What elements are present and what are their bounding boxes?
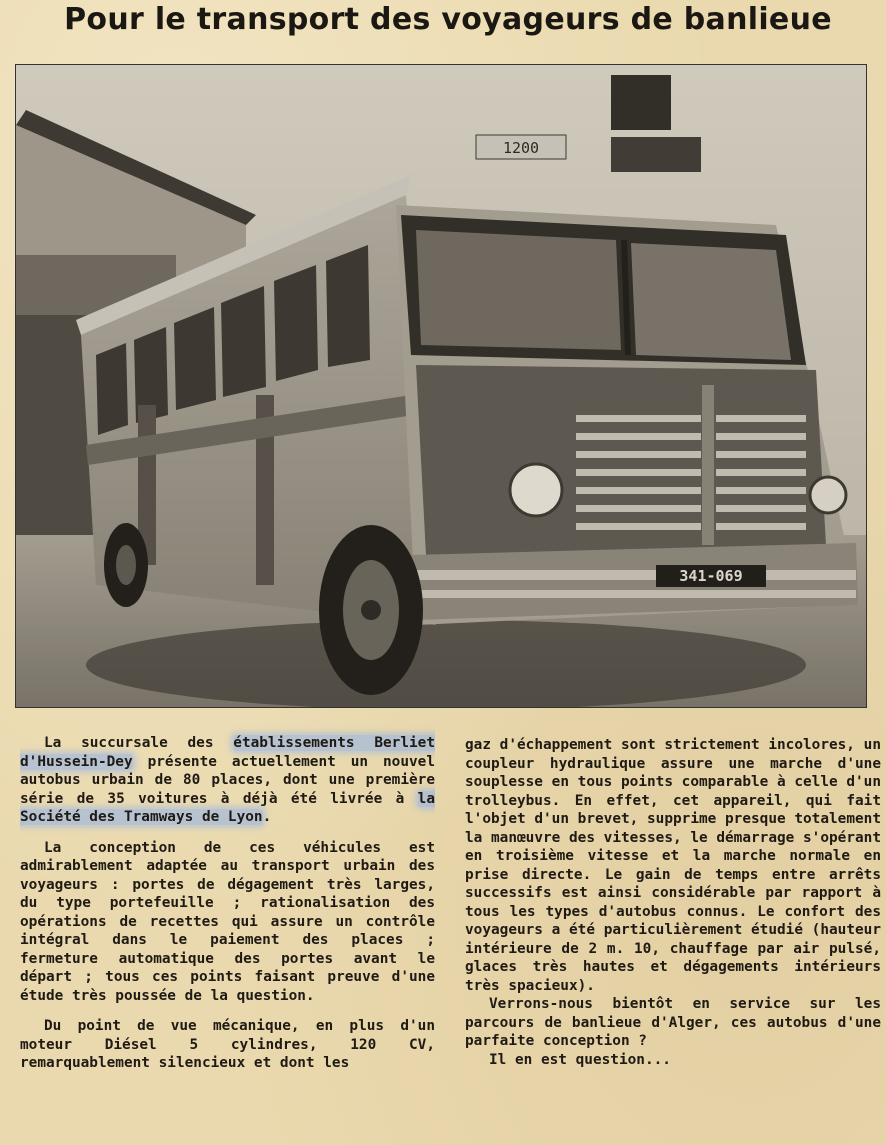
paragraph-continuation: gaz d'échappement sont strictement incolores, un coupleur hydraulique assure une marche d'une souplesse en tous points comparable à celle d'un trolleybus. En effet, cet appareil, qui fait l'objet d'un brevet, supprime presque totalement la manœuvre des vitesses, le démarrage s'opérant en troisième vitesse et la marche normale en prise directe. Le gain de temps entre arrêts successifs est ainsi considérable par rapport à tous les types d'autobus connus. Le confort des voyageurs a été particulièrement étudié (hauteur intérieure de 2 m. 10, chauffage par air pulsé, glaces très hautes et dégagements intérieurs très spacieux).	[465, 737, 881, 994]
intro-middle-text: présente actuellement un nouvel autobus urbain de 80 places, dont une première série de 35 voitures à déjà été livrée à	[20, 753, 435, 807]
license-plate: 341-069	[679, 567, 743, 585]
paragraph-conception: La conception de ces véhicules est admirablement adaptée au transport urbain des voyageurs : portes de dégagement très larges, du type portefeuille ; rationalisation des opérations de recettes qui assure un contrôle intégral dans le paiement des places ; fermeture automatique des portes avant le départ ; tous ces points faisant preuve d'une étude très poussée de la question.	[20, 839, 435, 1004]
paragraph-question: Verrons-nous bientôt en service sur les parcours de banlieue d'Alger, ces autobus d'une parfaite conception ?	[465, 996, 881, 1049]
article-left-column	[20, 734, 435, 1085]
highlighted-text: établissements Berliet d'Hussein-Dey	[20, 735, 435, 770]
paragraph-intro	[20, 734, 435, 827]
bus-photograph	[15, 64, 867, 708]
bus-number-plate: 1200	[502, 139, 540, 157]
article-headline: Pour le transport des voyageurs de banlieue	[64, 2, 832, 37]
intro-lead-text: La succursale des	[44, 735, 234, 751]
intro-end-text: .	[262, 809, 272, 825]
paragraph-closing: Il en est question...	[489, 1051, 671, 1068]
article-right-column	[465, 736, 881, 1069]
paragraph-mecanique: Du point de vue mécanique, en plus d'un moteur Diésel 5 cylindres, 120 CV, remarquablement silencieux et dont les	[20, 1018, 435, 1071]
highlighted-text: la Société des Tramways de Lyon	[20, 790, 435, 825]
